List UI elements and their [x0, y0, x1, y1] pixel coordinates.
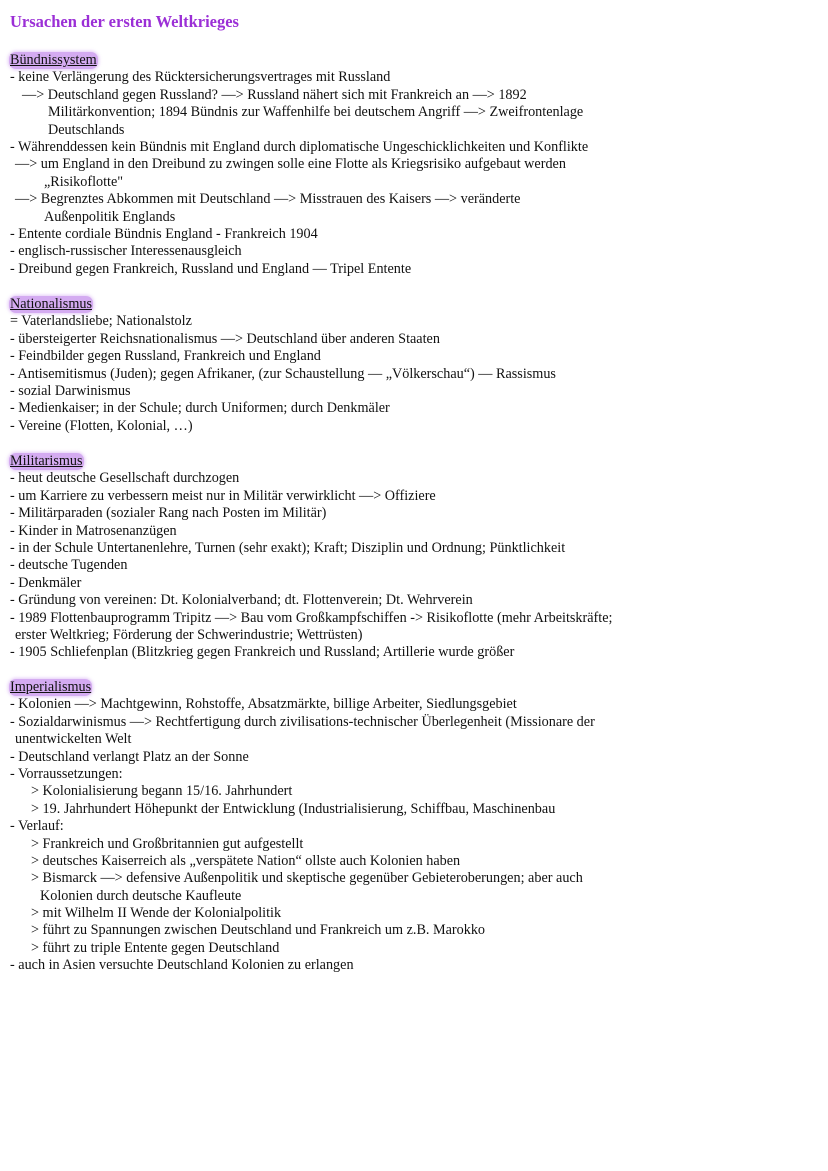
text-line: —> um England in den Dreibund zu zwingen solle eine Flotte als Kriegsrisiko aufgebaut werden — [15, 156, 566, 173]
section-heading: Nationalismus — [10, 296, 92, 312]
text-line: - Währenddessen kein Bündnis mit England durch diplomatische Ungeschicklichkeiten und Konflikte — [10, 138, 589, 155]
text-line: - Feindbilder gegen Russland, Frankreich und England — [10, 348, 321, 365]
text-line: unentwickelten Welt — [15, 731, 132, 748]
text-line: —> Deutschland gegen Russland? —> Russland nähert sich mit Frankreich an —> 1892 — [22, 86, 527, 103]
text-line: - deutsche Tugenden — [10, 557, 128, 574]
text-line: - Militärparaden (sozialer Rang nach Posten im Militär) — [10, 505, 327, 522]
text-line: - 1905 Schliefenplan (Blitzkrieg gegen Frankreich und Russland; Artillerie wurde größer — [10, 644, 515, 661]
section-heading: Bündnissystem — [10, 52, 97, 68]
text-line: - übersteigerter Reichsnationalismus —> Deutschland über anderen Staaten — [10, 330, 440, 347]
text-line: - um Karriere zu verbessern meist nur in Militär verwirklicht —> Offiziere — [10, 487, 436, 504]
section-heading: Imperialismus — [10, 679, 92, 695]
section-militarismus — [10, 452, 810, 662]
text-line: > Kolonialisierung begann 15/16. Jahrhundert — [31, 783, 293, 800]
section-imperialismus — [10, 678, 810, 975]
section-heading: Militarismus — [10, 453, 83, 469]
text-line: erster Weltkrieg; Förderung der Schwerindustrie; Wettrüsten) — [15, 626, 363, 643]
text-line: Kolonien durch deutsche Kaufleute — [40, 887, 242, 904]
text-line: „Risikoflotte" — [44, 173, 124, 190]
text-line: > führt zu Spannungen zwischen Deutschland und Frankreich um z.B. Marokko — [31, 922, 486, 939]
text-line: - Medienkaiser; in der Schule; durch Uniformen; durch Denkmäler — [10, 400, 390, 417]
text-line: - 1989 Flottenbauprogramm Tripitz —> Bau vom Großkampfschiffen -> Risikoflotte (mehr Arbeitskräfte; — [10, 609, 613, 626]
text-line: Außenpolitik Englands — [44, 208, 176, 225]
text-line: - englisch-russischer Interessenausgleich — [10, 243, 242, 260]
text-line: - Sozialdarwinismus —> Rechtfertigung durch zivilisations-technischer Überlegenheit (Missionare der — [10, 713, 595, 730]
text-line: - Gründung von vereinen: Dt. Kolonialverband; dt. Flottenverein; Dt. Wehrverein — [10, 592, 473, 609]
text-line: - Vereine (Flotten, Kolonial, …) — [10, 417, 193, 434]
text-line: - auch in Asien versuchte Deutschland Kolonien zu erlangen — [10, 957, 354, 974]
text-line: > mit Wilhelm II Wende der Kolonialpolitik — [31, 905, 282, 922]
text-line: > führt zu triple Entente gegen Deutschland — [31, 939, 280, 956]
text-line: - keine Verlängerung des Rücktersicherungsvertrages mit Russland — [10, 69, 391, 86]
text-line: > Bismarck —> defensive Außenpolitik und skeptische gegenüber Gebieteroberungen; aber auch — [31, 870, 583, 887]
text-line: - Deutschland verlangt Platz an der Sonne — [10, 748, 249, 765]
text-line: Militärkonvention; 1894 Bündnis zur Waffenhilfe bei deutschem Angriff —> Zweifrontenlage — [48, 104, 584, 121]
document-title: Ursachen der ersten Weltkrieges — [10, 12, 239, 31]
text-line: - Vorraussetzungen: — [10, 765, 123, 782]
text-line: - Entente cordiale Bündnis England - Frankreich 1904 — [10, 225, 318, 242]
text-line: —> Begrenztes Abkommen mit Deutschland —> Misstrauen des Kaisers —> veränderte — [15, 191, 521, 208]
text-line: - Kinder in Matrosenanzügen — [10, 522, 177, 539]
text-line: Deutschlands — [48, 121, 125, 138]
text-line: - Dreibund gegen Frankreich, Russland und England — Tripel Entente — [10, 260, 412, 277]
text-line: - Kolonien —> Machtgewinn, Rohstoffe, Absatzmärkte, billige Arbeiter, Siedlungsgebiet — [10, 696, 517, 713]
text-line: - Denkmäler — [10, 574, 82, 591]
text-line: - in der Schule Untertanenlehre, Turnen (sehr exakt); Kraft; Disziplin und Ordnung; Pünktlichkeit — [10, 539, 566, 556]
text-line: - Antisemitismus (Juden); gegen Afrikaner, (zur Schaustellung — „Völkerschau“) — Rassismus — [10, 365, 556, 382]
section-buendnissystem — [10, 51, 810, 278]
text-line: > deutsches Kaiserreich als „verspätete Nation“ ollste auch Kolonien haben — [31, 852, 461, 869]
section-nationalismus — [10, 295, 810, 435]
text-line: > 19. Jahrhundert Höhepunkt der Entwicklung (Industrialisierung, Schiffbau, Maschinenbau — [31, 800, 556, 817]
text-line: - sozial Darwinismus — [10, 382, 131, 399]
text-line: - Verlauf: — [10, 818, 64, 835]
text-line: - heut deutsche Gesellschaft durchzogen — [10, 470, 240, 487]
text-line: = Vaterlandsliebe; Nationalstolz — [10, 313, 192, 330]
text-line: > Frankreich und Großbritannien gut aufgestellt — [31, 835, 304, 852]
